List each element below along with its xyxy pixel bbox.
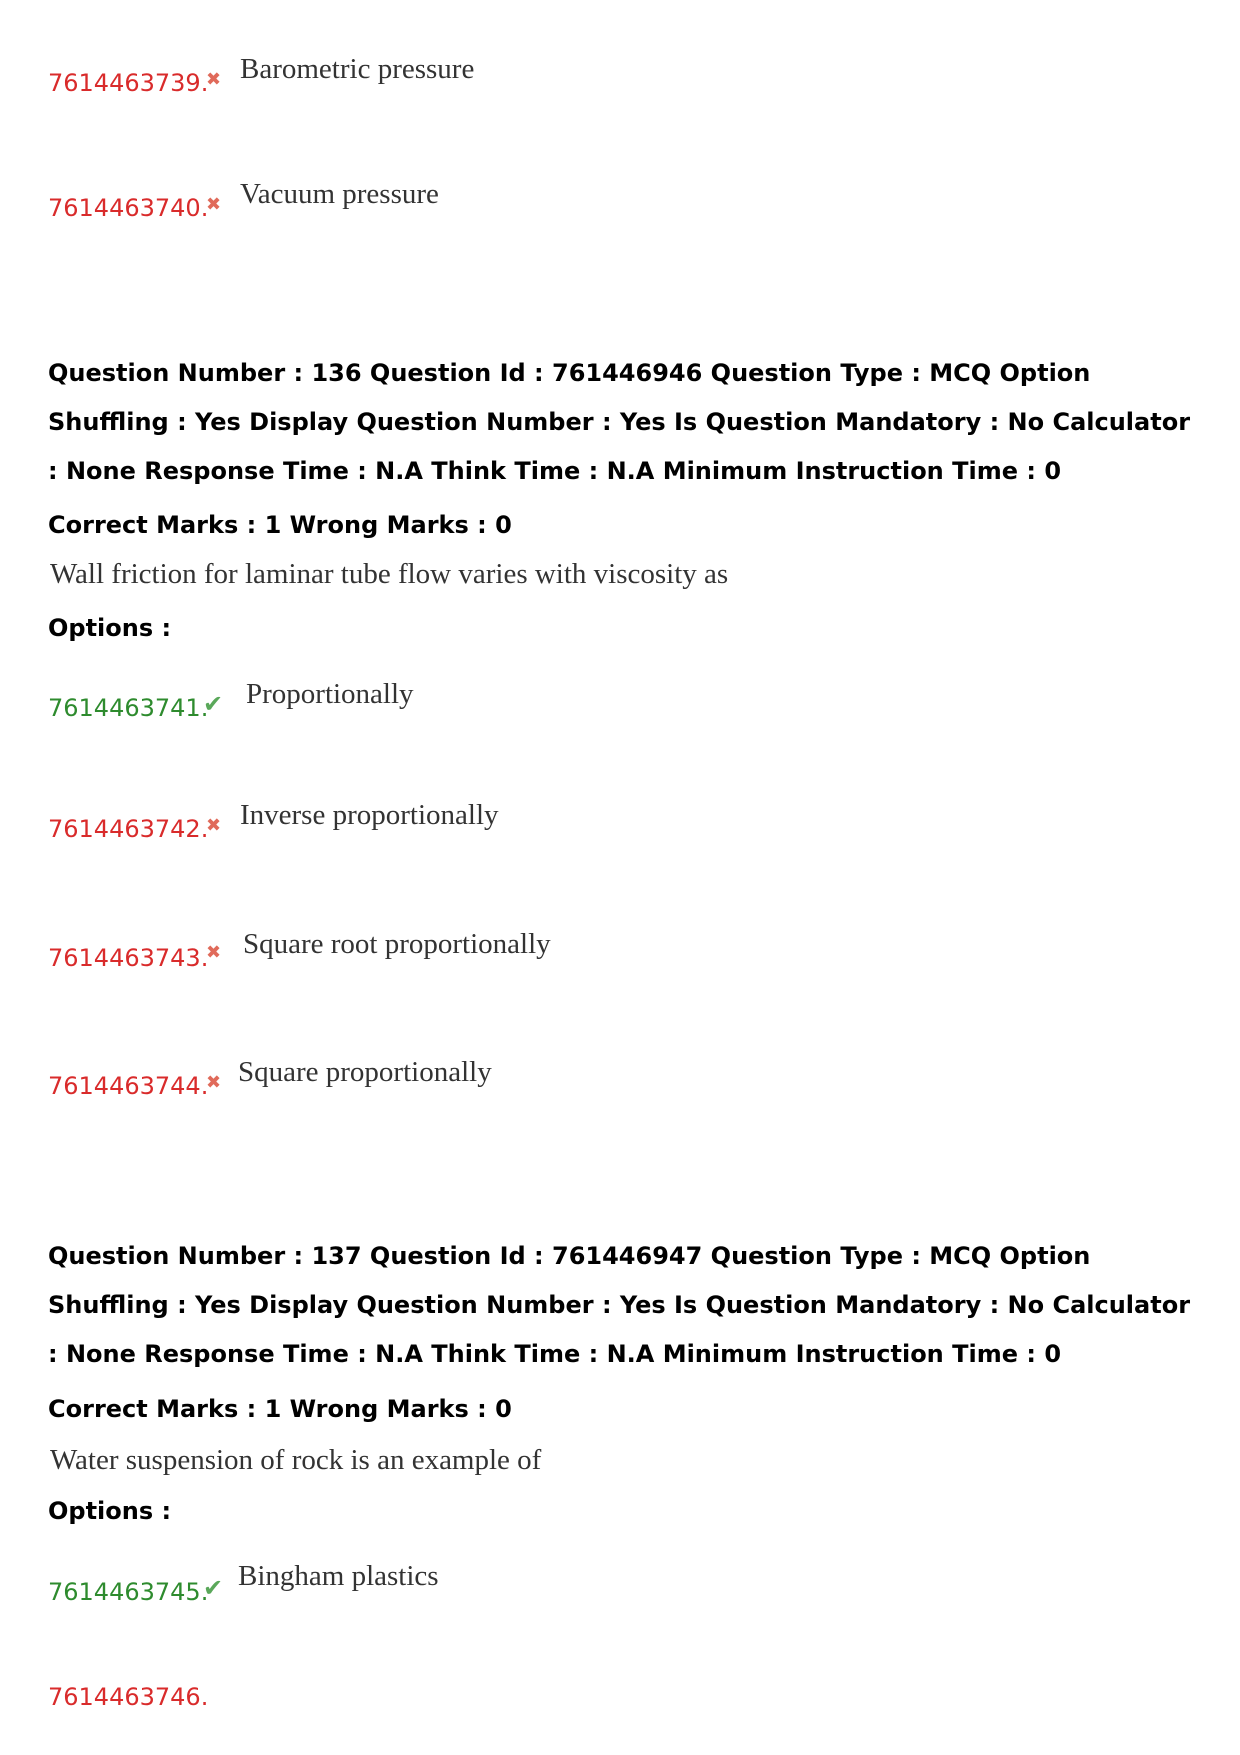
cross-icon: ✖ [206, 942, 222, 963]
check-icon: ✔ [203, 1574, 224, 1602]
option-number: 7614463742. [48, 815, 209, 843]
option-row [0, 1058, 1240, 1118]
option-text: Bingham plastics [238, 1560, 439, 1592]
check-icon: ✔ [203, 690, 224, 718]
option-text: Proportionally [246, 678, 414, 710]
option-row [0, 930, 1240, 990]
cross-icon: ✖ [206, 69, 222, 90]
question-text: Water suspension of rock is an example of [50, 1444, 542, 1476]
question-marks: Correct Marks : 1 Wrong Marks : 0 [48, 511, 512, 539]
option-text: Square proportionally [238, 1056, 492, 1088]
options-label: Options : [48, 614, 172, 642]
cross-icon: ✖ [206, 194, 222, 215]
question-text: Wall friction for laminar tube flow varies with viscosity as [50, 558, 729, 590]
cross-icon: ✖ [206, 815, 222, 836]
cross-icon: ✖ [206, 1072, 222, 1093]
option-row [0, 1562, 1240, 1622]
option-row [0, 55, 1240, 115]
question-header: Question Number : 136 Question Id : 761446946 Question Type : MCQ Option Shuffling : Yes Display Question Number : Yes Is Question Mandatory : No Calculator : None Response Time : N.A Think Time : N.A Minimum Instruction Time : 0 [48, 359, 1191, 485]
option-row [0, 680, 1240, 740]
option-text: Vacuum pressure [240, 178, 439, 210]
option-number: 7614463741. [48, 694, 209, 722]
option-number: 7614463743. [48, 944, 209, 972]
question-marks: Correct Marks : 1 Wrong Marks : 0 [48, 1395, 512, 1423]
options-label: Options : [48, 1497, 172, 1525]
option-row [0, 801, 1240, 861]
option-number: 7614463739. [48, 69, 209, 97]
option-number: 7614463746. [48, 1683, 209, 1711]
option-text: Barometric pressure [240, 53, 475, 85]
option-number: 7614463745. [48, 1578, 209, 1606]
option-number: 7614463740. [48, 194, 209, 222]
option-text: Square root proportionally [243, 928, 551, 960]
question-header: Question Number : 137 Question Id : 761446947 Question Type : MCQ Option Shuffling : Yes Display Question Number : Yes Is Question Mandatory : No Calculator : None Response Time : N.A Think Time : N.A Minimum Instruction Time : 0 [48, 1242, 1191, 1368]
option-number: 7614463744. [48, 1072, 209, 1100]
option-row [0, 180, 1240, 240]
option-row [0, 1682, 1240, 1742]
option-text: Inverse proportionally [240, 799, 499, 831]
